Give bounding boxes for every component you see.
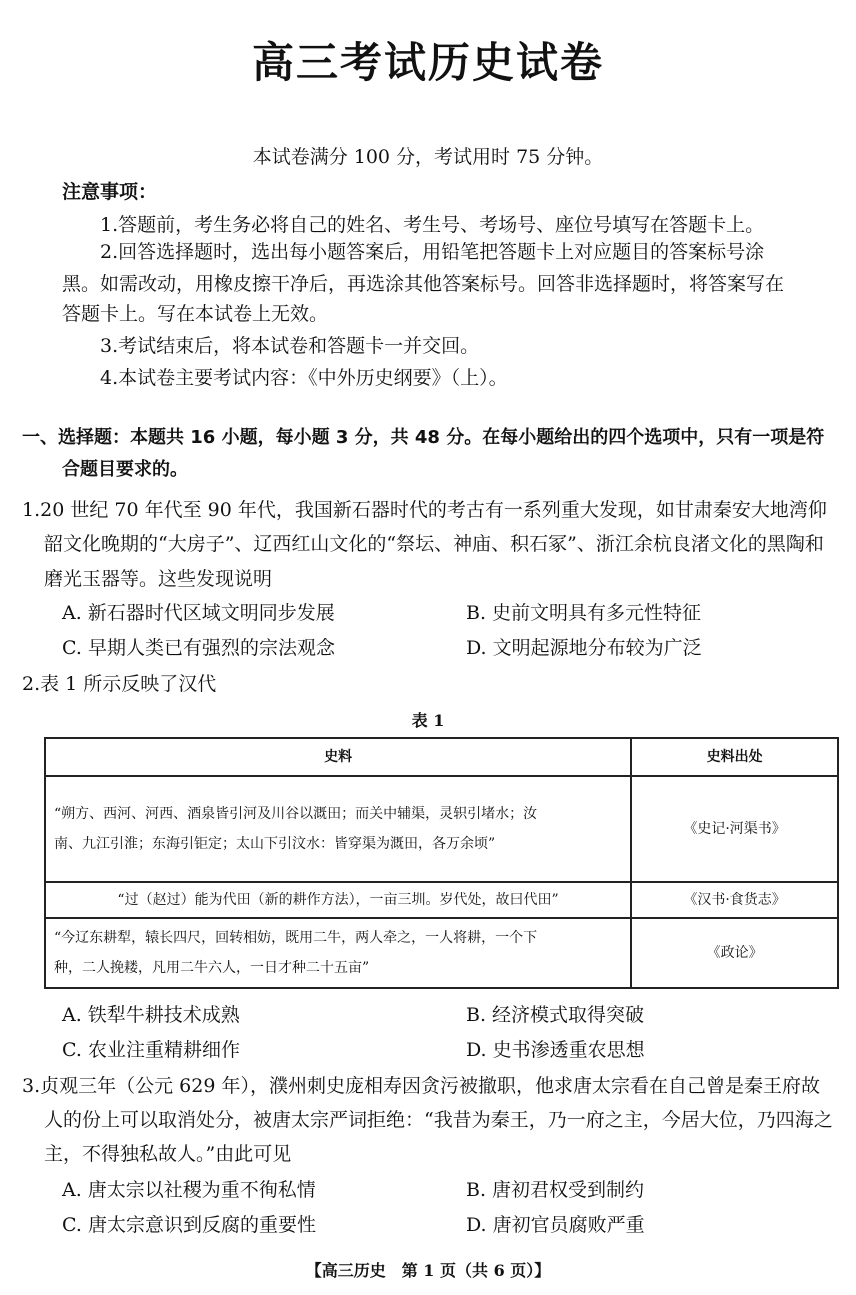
table-cell-source: 《汉书·食货志》 (631, 882, 838, 918)
table-row (45, 882, 838, 918)
page-title: 高三考试历史试卷 (251, 38, 604, 87)
table-caption: 表 1 (411, 711, 445, 730)
table-row (45, 776, 838, 882)
q1-stem-2: 韶文化晚期的“大房子”、辽西红山文化的“祭坛、神庙、积石冢”、浙江余杭良渚文化的黑陶和 (44, 533, 824, 555)
table-cell-source: 《政论》 (631, 918, 838, 988)
table-header-source-text: 史料 (45, 738, 631, 776)
q1-option-d: D. 文明起源地分布较为广泛 (466, 637, 702, 659)
q2-option-d: D. 史书渗透重农思想 (466, 1039, 645, 1061)
row1-line1: “朔方、西河、河西、酒泉皆引河及川谷以溉田；而关中辅渠，灵轵引堵水；汝 (54, 806, 538, 822)
table-cell-text (45, 882, 631, 918)
q2-option-b: B. 经济模式取得突破 (466, 1004, 645, 1026)
q1-stem-1: 1.20 世纪 70 年代至 90 年代，我国新石器时代的考古有一系列重大发现，如甘肃秦安大地湾仰 (22, 499, 827, 521)
q3-option-c: C. 唐太宗意识到反腐的重要性 (62, 1214, 316, 1236)
notice-line-5: 3.考试结束后，将本试卷和答题卡一并交回。 (100, 335, 480, 357)
q2-option-c: C. 农业注重精耕细作 (62, 1039, 240, 1061)
section-heading-cont: 合题目要求的。 (62, 459, 188, 480)
q1-option-a: A. 新石器时代区域文明同步发展 (62, 602, 335, 624)
table-cell-text (45, 918, 631, 988)
q3-stem-1: 3.贞观三年（公元 629 年），濮州刺史庞相寿因贪污被撤职，他求唐太宗看在自己曾是秦王府故 (22, 1075, 820, 1097)
notice-line-6: 4.本试卷主要考试内容：《中外历史纲要》（上）。 (100, 367, 508, 389)
q2-stem: 2.表 1 所示反映了汉代 (22, 673, 217, 695)
page-footer: 【高三历史 第 1 页（共 6 页）】 (305, 1261, 551, 1280)
notice-line-2: 2.回答选择题时，选出每小题答案后，用铅笔把答题卡上对应题目的答案标号涂 (100, 241, 765, 263)
section-heading: 一、选择题：本题共 16 小题，每小题 3 分，共 48 分。在每小题给出的四个选项中，只有一项是符 (22, 427, 825, 448)
table-header-source-origin: 史料出处 (631, 738, 838, 776)
q2-option-a: A. 铁犁牛耕技术成熟 (62, 1004, 240, 1026)
source-table (44, 737, 839, 989)
row3-line2: 种，二人挽耧，凡用二牛六人，一日才种二十五亩” (54, 960, 370, 976)
q3-stem-2: 人的份上可以取消处分，被唐太宗严词拒绝：“我昔为秦王，乃一府之主，今居大位，乃四海之 (44, 1109, 833, 1131)
notice-line-4: 答题卡上。写在本试卷上无效。 (62, 303, 329, 325)
table-row (45, 918, 838, 988)
row3-line1: “今辽东耕犁，辕长四尺，回转相妨，既用二牛，两人牵之，一人将耕，一个下 (54, 930, 538, 946)
q3-option-d: D. 唐初官员腐败严重 (466, 1214, 645, 1236)
q3-option-b: B. 唐初君权受到制约 (466, 1179, 645, 1201)
notice-line-3: 黑。如需改动，用橡皮擦干净后，再选涂其他答案标号。回答非选择题时，将答案写在 (62, 273, 785, 295)
row2-line1: “过（赵过）能为代田（新的耕作方法），一亩三圳。岁代处，故曰代田” (117, 892, 559, 908)
table-cell-source: 《史记·河渠书》 (631, 776, 838, 882)
row1-line2: 南、九江引淮；东海引钜定；太山下引汶水：皆穿渠为溉田，各万余顷” (54, 836, 496, 852)
notice-line-1: 1.答题前，考生务必将自己的姓名、考生号、考场号、座位号填写在答题卡上。 (100, 214, 765, 236)
q1-option-c: C. 早期人类已有强烈的宗法观念 (62, 637, 335, 659)
table-cell-text (45, 776, 631, 882)
q3-option-a: A. 唐太宗以社稷为重不徇私情 (62, 1179, 316, 1201)
q1-option-b: B. 史前文明具有多元性特征 (466, 602, 702, 624)
q1-stem-3: 磨光玉器等。这些发现说明 (44, 568, 273, 590)
exam-info: 本试卷满分 100 分，考试用时 75 分钟。 (252, 146, 604, 168)
notice-heading: 注意事项： (62, 181, 158, 203)
table-header-row (45, 738, 838, 776)
q3-stem-3: 主，不得独私故人。”由此可见 (44, 1143, 292, 1165)
